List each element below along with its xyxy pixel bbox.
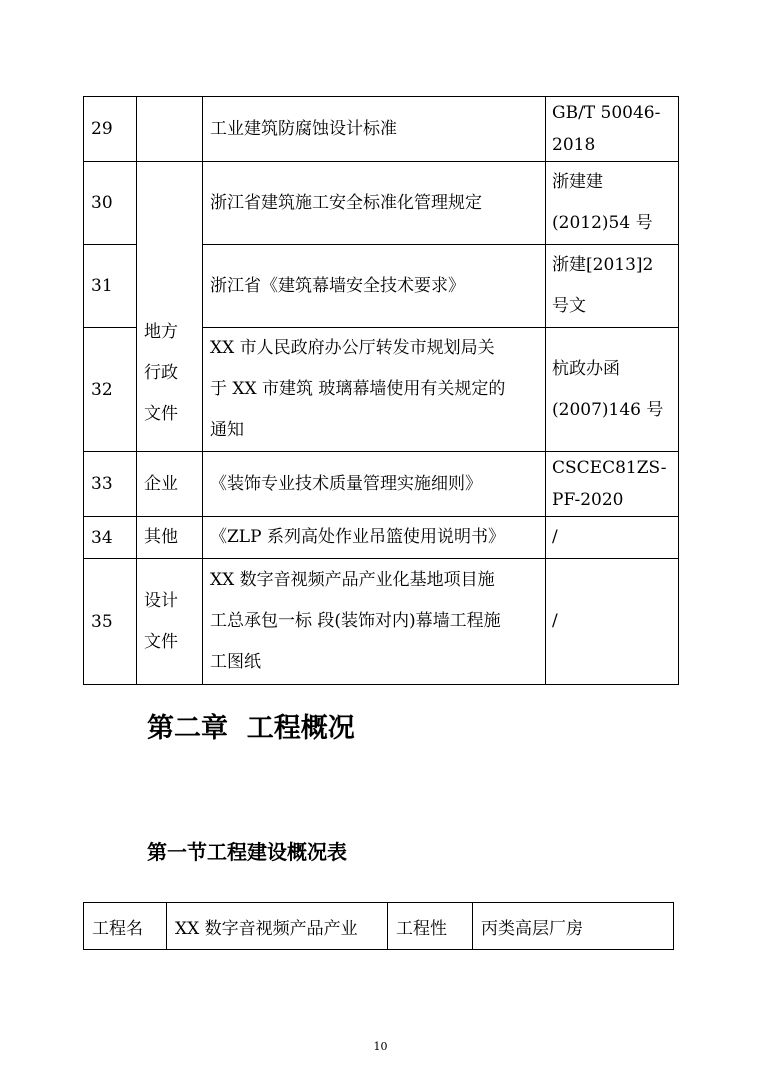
name-line: 通知 <box>210 420 244 440</box>
category-line: 文件 <box>144 404 178 424</box>
standard-code <box>546 97 679 162</box>
standard-code: / <box>546 517 679 559</box>
code-line: (2012)54 号 <box>552 213 653 233</box>
section-title: 第一节工程建设概况表 <box>147 840 347 864</box>
code-line: 2018 <box>552 135 596 155</box>
category-cell: 其他 <box>137 517 203 559</box>
code-line: GB/T 50046- <box>552 103 661 123</box>
standard-code: / <box>546 559 679 685</box>
page-number: 10 <box>373 1040 388 1053</box>
category-cell <box>137 162 203 452</box>
overview-table <box>83 902 674 950</box>
standard-code <box>546 452 679 517</box>
project-name-label: 工程名 <box>84 903 167 950</box>
category-line: 行政 <box>144 363 178 383</box>
standard-name: 《装饰专业技术质量管理实施细则》 <box>203 452 546 517</box>
standard-name: 工业建筑防腐蚀设计标准 <box>203 97 546 162</box>
row-number: 32 <box>84 328 137 452</box>
row-number: 29 <box>84 97 137 162</box>
row-number: 35 <box>84 559 137 685</box>
code-line: 杭政办函 <box>552 358 620 379</box>
table-row <box>84 162 679 245</box>
name-line: XX 数字音视频产品产业化基地项目施 <box>210 570 495 590</box>
table-row <box>84 452 679 517</box>
code-line: 号文 <box>552 296 586 316</box>
standard-name: 浙江省《建筑幕墙安全技术要求》 <box>203 245 546 328</box>
project-nature-value: 丙类高层厂房 <box>473 903 674 950</box>
name-line: 工图纸 <box>210 652 261 672</box>
standards-table <box>83 96 679 685</box>
chapter-title: 第二章 工程概况 <box>147 713 355 744</box>
standard-code <box>546 328 679 452</box>
code-line: 浙建建 <box>552 172 603 192</box>
category-cell <box>137 97 203 162</box>
code-line: PF-2020 <box>552 490 624 510</box>
project-name-value: XX 数字音视频产品产业 <box>167 903 388 950</box>
row-number: 34 <box>84 517 137 559</box>
category-cell: 企业 <box>137 452 203 517</box>
row-number: 33 <box>84 452 137 517</box>
table-row <box>84 903 674 950</box>
standard-code <box>546 245 679 328</box>
name-line: 工总承包一标 段(装饰对内)幕墙工程施 <box>210 611 501 631</box>
code-line: CSCEC81ZS- <box>552 458 667 478</box>
standard-name: 《ZLP 系列高处作业吊篮使用说明书》 <box>203 517 546 559</box>
project-nature-label: 工程性 <box>388 903 473 950</box>
name-line: 于 XX 市建筑 玻璃幕墙使用有关规定的 <box>210 379 506 399</box>
name-line: XX 市人民政府办公厅转发市规划局关 <box>210 338 495 358</box>
standard-name <box>203 328 546 452</box>
category-line: 地方 <box>144 322 178 342</box>
code-line: 浙建[2013]2 <box>552 255 654 275</box>
table-row <box>84 517 679 559</box>
table-row <box>84 97 679 162</box>
standard-name <box>203 559 546 685</box>
code-line: (2007)146 号 <box>552 399 664 420</box>
category-line: 设计 <box>144 590 178 611</box>
row-number: 31 <box>84 245 137 328</box>
category-cell <box>137 559 203 685</box>
category-line: 文件 <box>144 631 178 652</box>
standard-name: 浙江省建筑施工安全标准化管理规定 <box>203 162 546 245</box>
standard-code <box>546 162 679 245</box>
row-number: 30 <box>84 162 137 245</box>
table-row <box>84 559 679 685</box>
